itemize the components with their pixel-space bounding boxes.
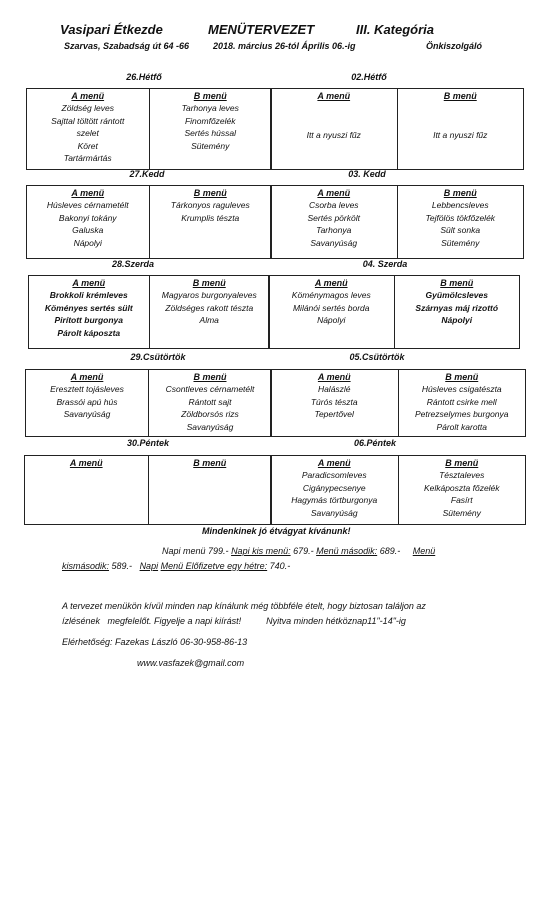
menu-item: Cigánypecsenye	[302, 482, 366, 493]
menu-item: Sertés pörkölt	[307, 212, 360, 223]
menu-item: Csorba leves	[308, 200, 359, 210]
price-small-second-label-start: Menü	[412, 546, 436, 556]
menu-item: Húsleves csigatészta	[421, 384, 502, 394]
document-title: MENÜTERVEZET	[208, 22, 315, 37]
b-menu-column	[149, 370, 271, 436]
a-menu-column	[271, 370, 399, 436]
price-second-menu-value: 689.-	[379, 546, 401, 556]
menu-item: Hagymás törtburgonya	[291, 495, 378, 505]
a-menu-heading: A menü	[317, 188, 351, 198]
b-menu-heading: B menü	[192, 278, 226, 288]
menu-item: Bakonyi tokány	[58, 212, 117, 223]
a-menu-heading: A menü	[317, 372, 351, 382]
bon-appetit-message: Mindenkinek jó étvágyat kívánunk!	[202, 526, 351, 536]
b-menu-column	[398, 89, 524, 169]
a-menu-heading: A menü	[72, 278, 106, 288]
a-menu-column	[271, 89, 398, 169]
menu-item: Köret	[77, 140, 98, 151]
menu-table-mon1	[26, 88, 272, 170]
b-menu-column	[399, 456, 526, 524]
price-small-menu-label: Napi kis menü:	[231, 546, 291, 556]
b-menu-heading: B menü	[440, 278, 474, 288]
menu-item: Zöldséges rakott tészta	[165, 302, 254, 313]
menu-item: Tarhonya	[316, 225, 352, 235]
menu-item: Tartármártás	[63, 153, 112, 163]
a-menu-column	[271, 186, 398, 258]
price-small-menu-value: 679.-	[293, 546, 314, 556]
price-weekly-label-start: Napi	[139, 561, 159, 571]
b-menu-heading: B menü	[193, 91, 227, 101]
day-label-mon1: 26.Hétfő	[126, 72, 162, 82]
b-menu-heading: B menü	[193, 188, 227, 198]
menu-item: Köménymagos leves	[291, 290, 371, 300]
day-label-tue1: 27.Kedd	[129, 169, 165, 179]
menu-item: Nápolyi	[317, 315, 346, 325]
menu-item: Finomfőzelék	[184, 115, 236, 126]
a-menu-column	[29, 276, 150, 348]
price-second-menu-label: Menü második:	[316, 546, 378, 556]
b-menu-column	[149, 456, 272, 524]
category-label: III. Kategória	[356, 22, 435, 37]
menu-table-thu2	[270, 369, 526, 437]
menu-item: Galuska	[72, 225, 104, 235]
b-menu-column	[150, 276, 270, 348]
menu-item: Krumplis tészta	[181, 212, 240, 223]
menu-item: Sütemény	[191, 140, 230, 151]
a-menu-column	[26, 370, 149, 436]
day-label-wed2: 04. Szerda	[362, 259, 408, 269]
menu-item: Brokkoli krémleves	[49, 290, 128, 300]
menu-item: Szárnyas máj rizottó	[415, 302, 499, 313]
menu-item: Csontleves cérnametélt	[165, 384, 255, 394]
a-menu-heading: A menü	[317, 458, 351, 468]
menu-table-fri1	[24, 455, 272, 525]
contact-info: Elérhetőség: Fazekas László 06-30-958-86-13	[62, 637, 248, 647]
menu-table-fri2	[270, 455, 526, 525]
price-line-1	[162, 546, 435, 556]
price-small-second-label: kismásodik:	[62, 561, 110, 571]
b-menu-column	[150, 186, 272, 258]
b-menu-heading: B menü	[443, 91, 477, 101]
menu-item: Nápolyi	[73, 237, 102, 248]
day-label-mon2: 02.Hétfő	[351, 72, 387, 82]
b-menu-column	[398, 186, 524, 258]
menu-item: Párolt karotta	[436, 421, 488, 432]
menu-item: Rántott sajt	[188, 396, 232, 407]
b-menu-column	[150, 89, 272, 169]
menu-item: Tepertővel	[314, 409, 354, 419]
menu-item: Alma	[199, 315, 219, 325]
menu-item: szelet	[76, 128, 99, 138]
a-menu-heading: A menü	[314, 278, 348, 288]
menu-item: Halászlé	[317, 384, 351, 394]
menu-item: Rántott csirke mell	[426, 396, 497, 407]
menu-item: Sütemény	[441, 237, 480, 248]
day-label-fri2: 06.Péntek	[353, 438, 397, 448]
holiday-note: Itt a nyuszi fűz	[433, 130, 488, 141]
menu-item: Fasírt	[450, 495, 473, 505]
menu-item: Zöldborsós rizs	[181, 409, 239, 419]
a-menu-heading: A menü	[70, 372, 104, 382]
b-menu-heading: B menü	[445, 458, 479, 468]
menu-item: Milánói sertés borda	[292, 302, 370, 313]
info-note-line-1: A tervezet menükön kívül minden nap kínálunk még többféle ételt, hogy biztosan találjon az	[62, 601, 426, 611]
menu-item: Pirított burgonya	[54, 315, 123, 325]
a-menu-column	[27, 89, 150, 169]
a-menu-column	[269, 276, 395, 348]
menu-item: Tésztaleves	[439, 470, 485, 480]
a-menu-heading: A menü	[71, 91, 105, 101]
menu-item: Nápolyi	[441, 315, 473, 325]
info-note-line-2: ízlésének megfelelőt. Figyelje a napi kiírást! Nyitva minden hétköznap11"-14"-ig	[62, 616, 406, 626]
price-weekly-value: 740.-	[269, 561, 291, 571]
price-small-second-value: 589.-	[111, 561, 133, 571]
date-range: 2018. március 26-tól Április 06.-ig	[213, 41, 356, 51]
a-menu-column	[25, 456, 149, 524]
holiday-note: Itt a nyuszi fűz	[306, 130, 361, 141]
menu-table-wed1	[28, 275, 270, 349]
price-weekly-label: Menü Előfizetve egy hétre:	[160, 561, 268, 571]
day-label-thu2: 05.Csütörtök	[349, 352, 405, 362]
menu-item: Túrós tészta	[310, 396, 358, 407]
menu-item: Kelkáposzta főzelék	[423, 482, 500, 493]
menu-item: Eresztett tojásleves	[50, 384, 124, 394]
menu-table-thu1	[25, 369, 272, 437]
menu-table-wed2	[268, 275, 520, 349]
a-menu-column	[271, 456, 399, 524]
menu-item: Tejfölös tökfőzelék	[425, 212, 496, 223]
b-menu-heading: B menü	[443, 188, 477, 198]
a-menu-column	[27, 186, 150, 258]
day-label-fri1: 30.Péntek	[126, 438, 170, 448]
service-type: Önkiszolgáló	[426, 41, 483, 51]
price-line-2	[62, 561, 290, 571]
menu-item: Savanyúság	[63, 409, 111, 419]
menu-item: Sütemény	[442, 507, 481, 518]
a-menu-heading: A menü	[69, 458, 103, 468]
day-label-tue2: 03. Kedd	[348, 169, 386, 179]
price-daily-menu: Napi menü 799.-	[162, 546, 229, 556]
menu-item: Zöldség leves	[61, 103, 114, 113]
b-menu-column	[395, 276, 520, 348]
day-label-wed1: 28.Szerda	[111, 259, 155, 269]
menu-item: Tárkonyos raguleves	[170, 200, 250, 210]
menu-item: Savanyúság	[310, 237, 358, 248]
b-menu-heading: B menü	[193, 458, 227, 468]
b-menu-heading: B menü	[445, 372, 479, 382]
b-menu-column	[399, 370, 526, 436]
menu-item: Magyaros burgonyaleves	[161, 290, 257, 300]
day-label-thu1: 29.Csütörtök	[130, 352, 186, 362]
a-menu-heading: A menü	[317, 91, 351, 101]
menu-item: Gyümölcsleves	[425, 290, 488, 300]
restaurant-name: Vasipari Étkezde	[60, 22, 163, 37]
menu-item: Brassói apú hús	[56, 396, 118, 407]
menu-item: Lebbencsleves	[431, 200, 489, 210]
menu-item: Párolt káposzta	[57, 327, 121, 338]
menu-item: Húsleves cérnametélt	[46, 200, 129, 210]
menu-item: Paradicsomleves	[301, 470, 367, 480]
menu-table-tue1	[26, 185, 272, 259]
menu-item: Savanyúság	[310, 507, 358, 518]
menu-item: Köményes sertés sült	[44, 302, 133, 313]
b-menu-heading: B menü	[193, 372, 227, 382]
menu-item: Sült sonka	[440, 225, 481, 235]
a-menu-heading: A menü	[71, 188, 105, 198]
email-address: www.vasfazek@gmail.com	[137, 658, 245, 668]
menu-item: Sajttal töltött rántott	[51, 115, 125, 126]
menu-item: Tarhonya leves	[181, 103, 239, 113]
menu-item: Savanyúság	[186, 421, 234, 432]
menu-item: Sertés hússal	[184, 128, 236, 138]
address: Szarvas, Szabadság út 64 -66	[64, 41, 190, 51]
menu-item: Petrezselymes burgonya	[414, 409, 509, 419]
menu-table-tue2	[270, 185, 524, 259]
menu-table-mon2	[270, 88, 524, 170]
